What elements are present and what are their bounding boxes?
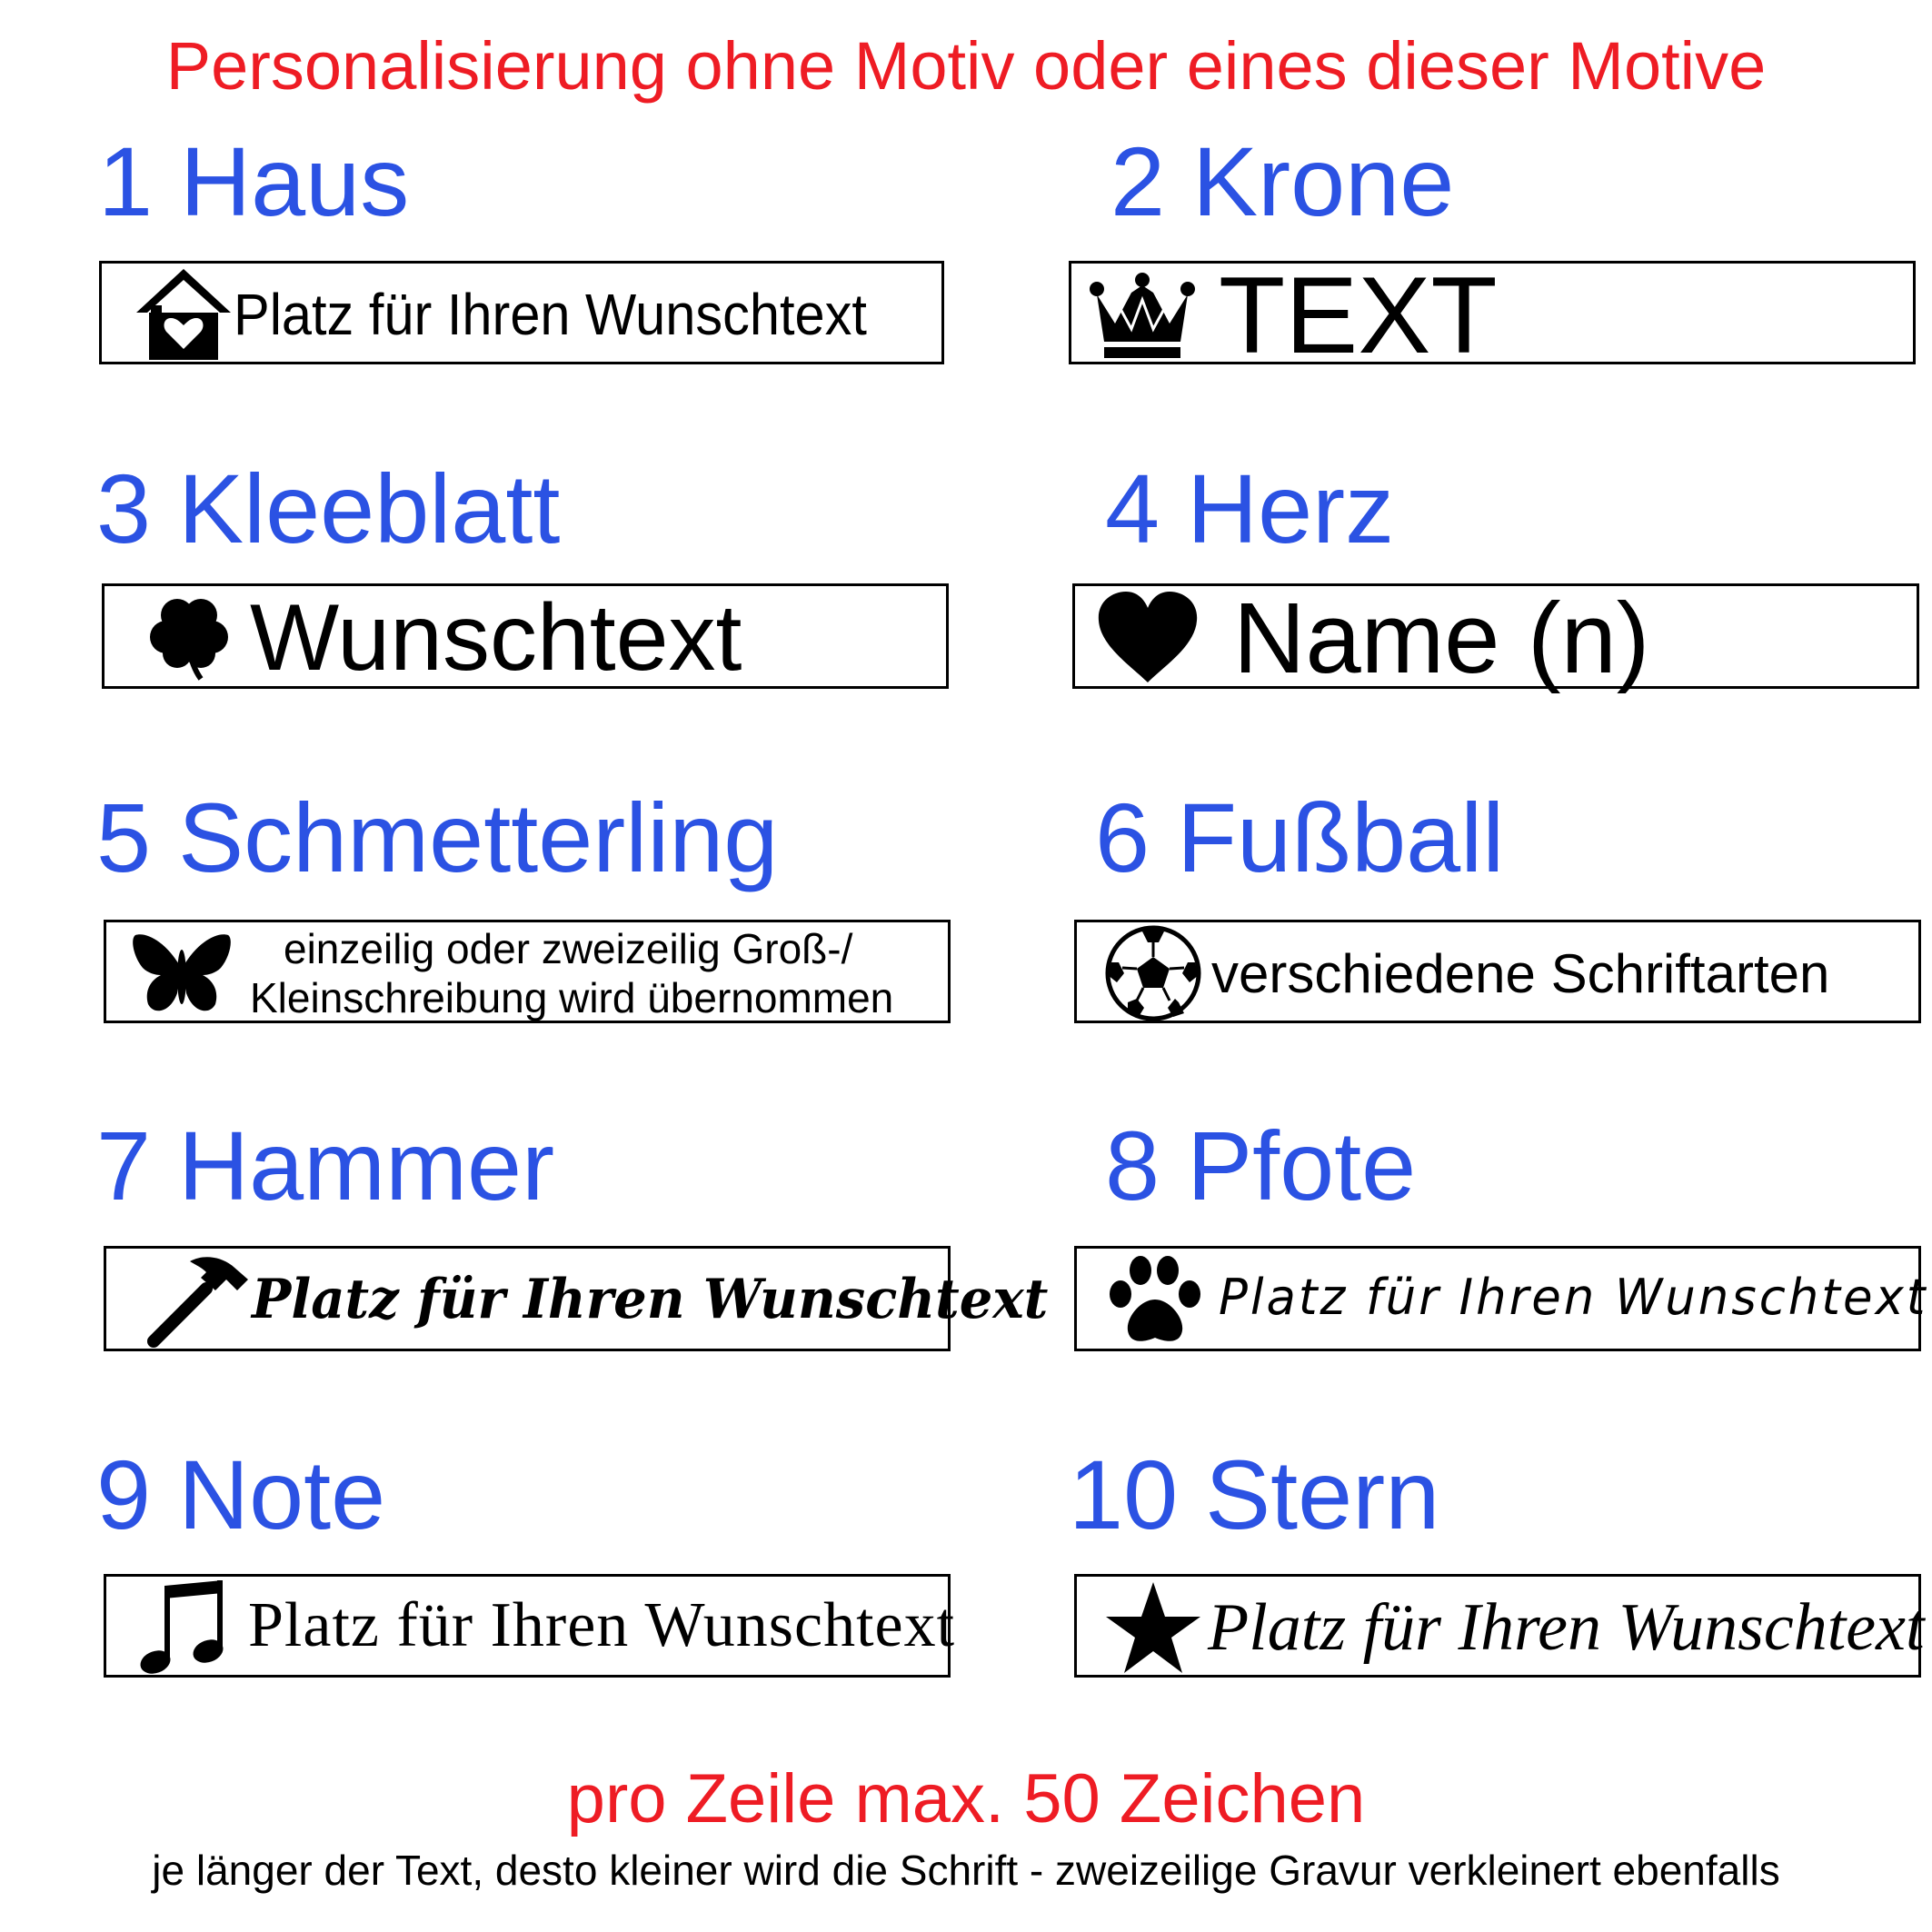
motif-label-krone: 2 Krone xyxy=(1110,126,1455,236)
plate-kleeblatt xyxy=(102,583,949,689)
motif-label-pfote: 8 Pfote xyxy=(1105,1110,1417,1220)
paw-icon xyxy=(1108,1254,1202,1347)
plate-stern xyxy=(1074,1574,1925,1678)
plate-text: Platz für Ihren Wunschtext xyxy=(248,1590,956,1660)
motif-label-fussball: 6 Fußball xyxy=(1095,782,1505,892)
plate-pfote xyxy=(1074,1246,1928,1351)
plate-text: TEXT xyxy=(1219,254,1498,376)
character-limit-note: pro Zeile max. 50 Zeichen xyxy=(566,1760,1366,1837)
motif-label-kleeblatt: 3 Kleeblatt xyxy=(96,453,561,563)
clover-icon xyxy=(146,593,232,682)
plate-haus xyxy=(99,261,944,364)
plate-schmetterling xyxy=(104,920,951,1023)
plate-text: Platz für Ihren Wunschtext xyxy=(1219,1269,1928,1326)
plate-herz xyxy=(1072,583,1919,694)
plate-hammer xyxy=(104,1246,1049,1351)
music-note-icon xyxy=(134,1578,232,1677)
plate-krone xyxy=(1069,254,1916,376)
heart-icon xyxy=(1095,590,1200,686)
plate-text: Wunschtext xyxy=(250,585,742,691)
plate-note xyxy=(104,1574,956,1678)
motif-label-note: 9 Note xyxy=(96,1439,386,1549)
crown-icon xyxy=(1088,273,1197,363)
motif-label-haus: 1 Haus xyxy=(98,126,410,236)
plate-text: Platz für Ihren Wunschtext xyxy=(252,1268,1049,1331)
plate-text: Name (n) xyxy=(1233,583,1650,694)
page-title: Personalisierung ohne Motiv oder eines dieser Motive xyxy=(165,28,1767,104)
house-heart-icon xyxy=(133,265,234,362)
football-icon xyxy=(1104,924,1202,1022)
plate-text-line-2: Kleinschreibung wird übernommen xyxy=(250,974,894,1021)
plate-text: Platz für Ihren Wunschtext xyxy=(234,282,867,347)
motif-label-stern: 10 Stern xyxy=(1069,1439,1440,1549)
plate-text: Platz für Ihren Wunschtext xyxy=(1208,1590,1925,1665)
plate-text-line-1: einzeilig oder zweizeilig Groß-/ xyxy=(284,925,853,972)
motif-label-hammer: 7 Hammer xyxy=(96,1110,555,1220)
hammer-icon xyxy=(143,1252,252,1350)
plate-text: verschiedene Schriftarten xyxy=(1211,943,1830,1004)
star-icon xyxy=(1104,1580,1202,1677)
motif-label-herz: 4 Herz xyxy=(1105,453,1395,563)
text-size-note: je länger der Text, desto kleiner wird die Schrift - zweizeilige Gravur verkleinert ebenfalls xyxy=(152,1847,1780,1894)
plate-fussball xyxy=(1074,920,1921,1023)
motif-label-schmetterling: 5 Schmetterling xyxy=(96,782,779,892)
butterfly-icon xyxy=(130,930,234,1019)
